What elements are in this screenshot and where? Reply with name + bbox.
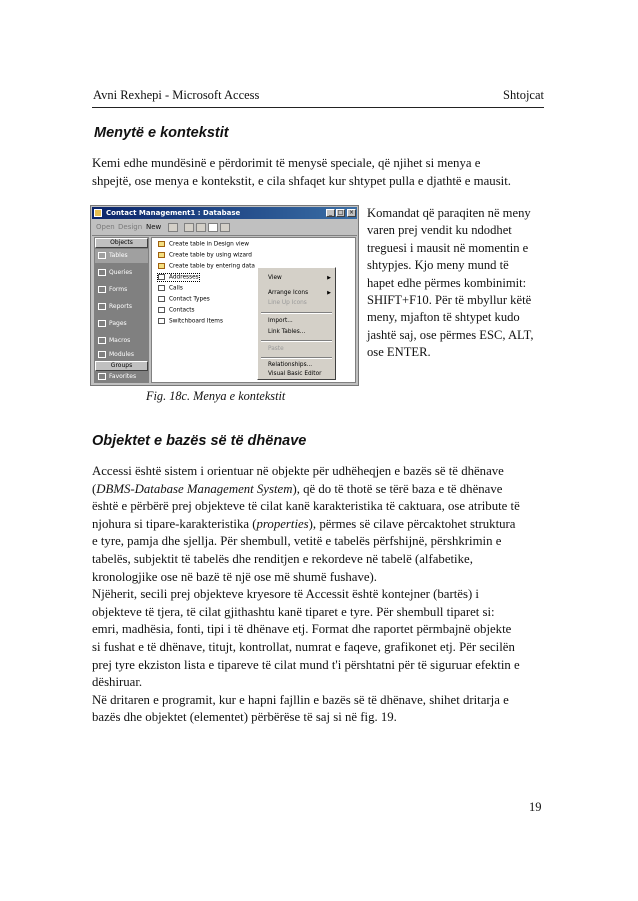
running-header bbox=[93, 88, 544, 104]
intro-line: Kemi edhe mundësinë e përdorimit të menysë speciale, që njihet si menya e bbox=[92, 156, 481, 170]
sidebar-item-macros[interactable]: Macros bbox=[98, 337, 130, 344]
close-icon[interactable]: × bbox=[348, 209, 355, 216]
body-line: tabelës, subjektit të tabelës dhe renditjen e rekordeve në tabelë (alfabetike, bbox=[92, 551, 473, 566]
table-icon bbox=[158, 274, 165, 280]
section-title-database-objects: Objektet e bazës së të dhënave bbox=[92, 433, 307, 449]
objects-header[interactable]: Objects bbox=[95, 238, 148, 248]
objects-bar bbox=[94, 237, 149, 383]
side-line: varen prej vendit ku ndodhet bbox=[367, 223, 512, 238]
sidebar-item-modules[interactable]: Modules bbox=[98, 351, 134, 358]
sidebar-item-pages[interactable]: Pages bbox=[98, 320, 127, 327]
side-line: ose ENTER. bbox=[367, 345, 431, 360]
delete-icon[interactable] bbox=[168, 223, 178, 232]
side-explanation bbox=[367, 205, 547, 362]
body-line: bazës dhe objektet (elementet) përbërëse të saj si në fig. 19. bbox=[92, 710, 397, 725]
small-icons-icon[interactable] bbox=[196, 223, 206, 232]
header-right: Shtojcat bbox=[503, 88, 544, 102]
submenu-arrow-icon: ▶ bbox=[327, 290, 331, 296]
figure-caption: Fig. 18c. Menya e kontekstit bbox=[146, 389, 286, 403]
body-line: dëshiruar. bbox=[92, 675, 143, 690]
design-button[interactable]: Design bbox=[118, 223, 143, 231]
body-line: objekteve të tjera, të cilat gjithashtu kanë tiparet e tyre. Për shembull tiparet si: bbox=[92, 604, 495, 619]
favorites-icon bbox=[98, 373, 106, 380]
menu-item-link-tables[interactable]: Link Tables... bbox=[268, 329, 306, 335]
open-button[interactable]: Open bbox=[96, 223, 115, 231]
side-line: SHIFT+F10. Për të mbyllur këtë bbox=[367, 293, 532, 308]
database-toolbar bbox=[92, 220, 357, 236]
list-item[interactable]: Switchboard Items bbox=[158, 318, 223, 325]
window-title: Contact Management1 : Database bbox=[106, 209, 241, 217]
menu-item-relationships[interactable]: Relationships... bbox=[268, 362, 313, 368]
list-item[interactable]: Create table in Design view bbox=[158, 241, 249, 248]
intro-line: shpejtë, ose menya e kontekstit, e cila shfaqet kur shtypet pulla e djathtë e mausit. bbox=[92, 173, 511, 188]
dbms-term: DBMS-Database Management System bbox=[96, 481, 293, 496]
list-item[interactable]: Contact Types bbox=[158, 296, 210, 303]
sidebar-item-queries[interactable]: Queries bbox=[98, 269, 132, 276]
body-line: e tyre, pamja dhe sjellja. Për shembull, vetitë e tabelës përfshijnë, përshkrimin e bbox=[92, 534, 502, 549]
side-line: jashtë saj, ose përmes ESC, ALT, bbox=[367, 327, 534, 342]
body-line: Accessi është sistem i orientuar në objekte për udhëheqjen e bazës së të dhënave bbox=[92, 464, 504, 478]
list-item[interactable]: Create table by using wizard bbox=[158, 252, 252, 259]
menu-item-line-up-icons[interactable]: Line Up Icons bbox=[268, 300, 307, 306]
body-line: si fushat e të dhënave, titujt, kontrollat, numrat e faqeve, grafikonet etj. Për secilën bbox=[92, 639, 515, 654]
wizard-icon bbox=[158, 241, 165, 247]
section1-intro bbox=[92, 155, 552, 190]
submenu-arrow-icon: ▶ bbox=[327, 275, 331, 281]
body-line: (DBMS-Database Management System), që do të thotë se tërë baza e të dhënave bbox=[92, 481, 503, 496]
menu-separator bbox=[261, 312, 332, 314]
properties-term: properties bbox=[256, 516, 309, 531]
menu-item-visual-basic-editor[interactable]: Visual Basic Editor bbox=[268, 371, 322, 377]
groups-header[interactable]: Groups bbox=[95, 361, 148, 371]
menu-separator bbox=[261, 340, 332, 342]
body-line: është e përbërë prej objekteve të cilat kanë karakteristika të caktuara, ose atribute të bbox=[92, 499, 520, 514]
context-menu bbox=[257, 267, 336, 380]
database-icon bbox=[94, 209, 102, 217]
side-line: meny, mjafton të shtypet kudo bbox=[367, 310, 520, 325]
table-icon bbox=[158, 318, 165, 324]
figure-screenshot bbox=[90, 205, 359, 386]
window-title-bar bbox=[92, 207, 357, 219]
list-item[interactable]: Create table by entering data bbox=[158, 263, 255, 270]
body-line: kronologjike ose në bazë të një ose më shumë fushave). bbox=[92, 569, 377, 584]
side-line: shtypjes. Kjo meny mund të bbox=[367, 258, 509, 273]
sidebar-item-reports[interactable]: Reports bbox=[98, 303, 132, 310]
wizard-icon bbox=[158, 252, 165, 258]
section2-body bbox=[92, 463, 552, 727]
menu-item-arrange-icons[interactable]: Arrange Icons bbox=[268, 290, 309, 296]
reports-icon bbox=[98, 303, 106, 310]
tables-icon bbox=[98, 252, 106, 259]
pages-icon bbox=[98, 320, 106, 327]
menu-separator bbox=[261, 357, 332, 359]
body-line: emri, madhësia, fonti, tipi i të dhënave etj. Format dhe raportet përmbajnë objekte bbox=[92, 622, 512, 637]
menu-item-import[interactable]: Import... bbox=[268, 318, 293, 324]
list-view-icon[interactable] bbox=[208, 223, 218, 232]
list-item[interactable]: Addresses bbox=[158, 274, 199, 281]
wizard-icon bbox=[158, 263, 165, 269]
body-line: njohura si tipare-karakteristika (properties), përmes së cilave përcaktohet struktura bbox=[92, 516, 516, 531]
menu-item-paste[interactable]: Paste bbox=[268, 346, 284, 352]
table-icon bbox=[158, 307, 165, 313]
sidebar-item-tables[interactable]: Tables bbox=[98, 252, 128, 259]
menu-item-view[interactable]: View bbox=[268, 275, 282, 281]
side-line: treguesi i mausit në momentin e bbox=[367, 240, 529, 255]
minimize-icon[interactable]: _ bbox=[326, 209, 335, 217]
macros-icon bbox=[98, 337, 106, 344]
large-icons-icon[interactable] bbox=[184, 223, 194, 232]
details-view-icon[interactable] bbox=[220, 223, 230, 232]
sidebar-item-favorites[interactable]: Favorites bbox=[98, 373, 136, 380]
page-number: 19 bbox=[529, 800, 542, 814]
body-line: prej tyre ekziston lista e tipareve të cilat mund t'i përshtatni për të siguruar efektin e bbox=[92, 657, 520, 672]
queries-icon bbox=[98, 269, 106, 276]
forms-icon bbox=[98, 286, 106, 293]
side-line: Komandat që paraqiten në meny bbox=[367, 206, 531, 220]
table-icon bbox=[158, 296, 165, 302]
section-title-context-menus: Menytë e kontekstit bbox=[94, 125, 229, 141]
list-item[interactable]: Calls bbox=[158, 285, 183, 292]
sidebar-item-forms[interactable]: Forms bbox=[98, 286, 127, 293]
new-button[interactable]: New bbox=[146, 223, 162, 231]
header-rule bbox=[92, 107, 544, 108]
table-icon bbox=[158, 285, 165, 291]
modules-icon bbox=[98, 351, 106, 358]
body-line: Në dritaren e programit, kur e hapni fajllin e bazës së të dhënave, shihet dritarja e bbox=[92, 692, 509, 707]
body-line: Njëherit, secili prej objekteve kryesore të Accessit është kontejner (bartës) i bbox=[92, 587, 479, 602]
header-left: Avni Rexhepi - Microsoft Access bbox=[93, 88, 260, 102]
side-line: hapet edhe përmes kombinimit: bbox=[367, 275, 527, 290]
maximize-icon[interactable]: □ bbox=[337, 209, 344, 216]
list-item[interactable]: Contacts bbox=[158, 307, 195, 314]
